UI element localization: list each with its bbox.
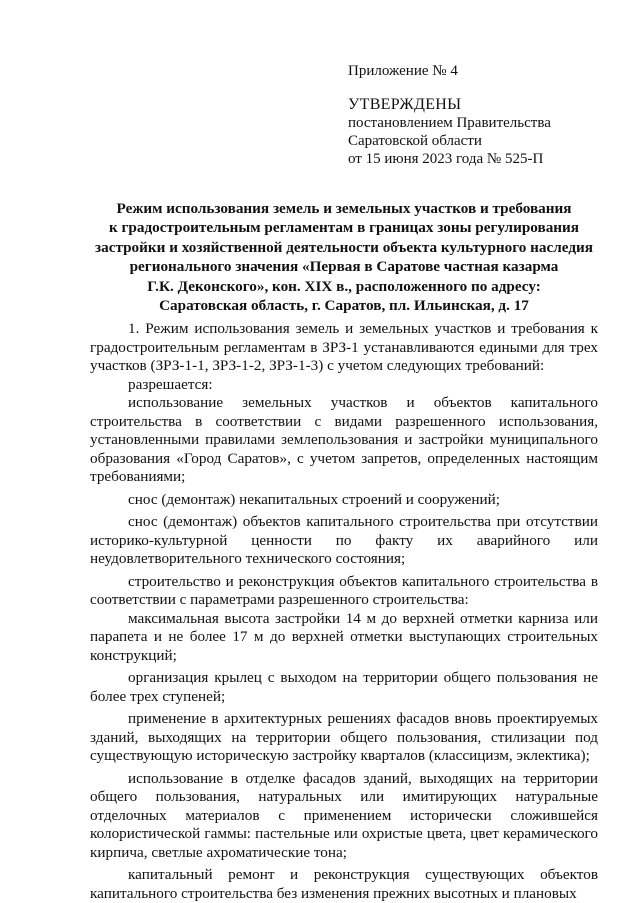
- paragraph: капитальный ремонт и реконструкция существующих объектов капитального строительства без изменения прежних высотных и плановых: [90, 866, 598, 902]
- title-line: регионального значения «Первая в Саратове частная казарма: [129, 258, 559, 276]
- approval-line-2: Саратовской области: [348, 133, 482, 149]
- paragraph: строительство и реконструкция объектов капитального строительства в соответствии с параметрами разрешенного строительства:: [90, 572, 598, 608]
- paragraph: 1. Режим использования земель и земельных участков и требования к градостроительным регламентам в ЗРЗ-1 устанавливаются едиными для трех участков (ЗРЗ-1-1, ЗРЗ-1-2, ЗРЗ-1-3) с учетом следующих требований:: [90, 320, 598, 374]
- approval-block: [348, 62, 618, 168]
- document-title: [80, 199, 608, 315]
- title-line: к градостроительным регламентам в границах зоны регулирования: [108, 219, 580, 237]
- paragraph: максимальная высота застройки 14 м до верхней отметки карниза или парапета и не более 17 м до верхней отметки выступающих строительных конструкций;: [90, 609, 598, 664]
- paragraph: применение в архитектурных решениях фасадов вновь проектируемых зданий, выходящих на территории общего пользования, стилизации под существующую историческую застройку кварталов (классицизм, эклектика);: [90, 710, 598, 764]
- approval-line-3: от 15 июня 2023 года № 525-П: [348, 151, 544, 167]
- appendix-label: Приложение № 4: [348, 63, 458, 79]
- title-line: застройки и хозяйственной деятельности объекта культурного наследия: [95, 238, 593, 256]
- approval-line-1: постановлением Правительства: [348, 115, 551, 131]
- paragraph: разрешается:: [128, 375, 213, 393]
- title-line: Г.К. Деконского», кон. XIX в., расположенного по адресу:: [147, 277, 541, 295]
- approved-heading: УТВЕРЖДЕНЫ: [348, 96, 462, 113]
- paragraph: снос (демонтаж) объектов капитального строительства при отсутствии историко-культурной ценности по факту их аварийного или неудовлетворительного технического состояния;: [90, 513, 598, 567]
- paragraph: использование в отделке фасадов зданий, выходящих на территории общего пользования, натуральных или имитирующих натуральные отделочных материалов с применением исторически сложившейся колористической гаммы: пастельные или охристые цвета, цвет керамического кирпича, светлые ахроматические тона;: [90, 769, 598, 861]
- title-line: Саратовская область, г. Саратов, пл. Ильинская, д. 17: [159, 297, 529, 315]
- paragraph: использование земельных участков и объектов капитального строительства в соответствии с видами разрешенного использования, установленными правилами землепользования и застройки муниципального образования «Город Саратов», с учетом запретов, определенных настоящим требованиями;: [90, 394, 598, 485]
- paragraph: снос (демонтаж) некапитальных строений и сооружений;: [128, 490, 501, 508]
- document-body: [90, 320, 598, 903]
- paragraph: организация крылец с выходом на территории общего пользования не более трех ступеней;: [90, 669, 598, 705]
- title-line: Режим использования земель и земельных участков и требования: [116, 200, 572, 217]
